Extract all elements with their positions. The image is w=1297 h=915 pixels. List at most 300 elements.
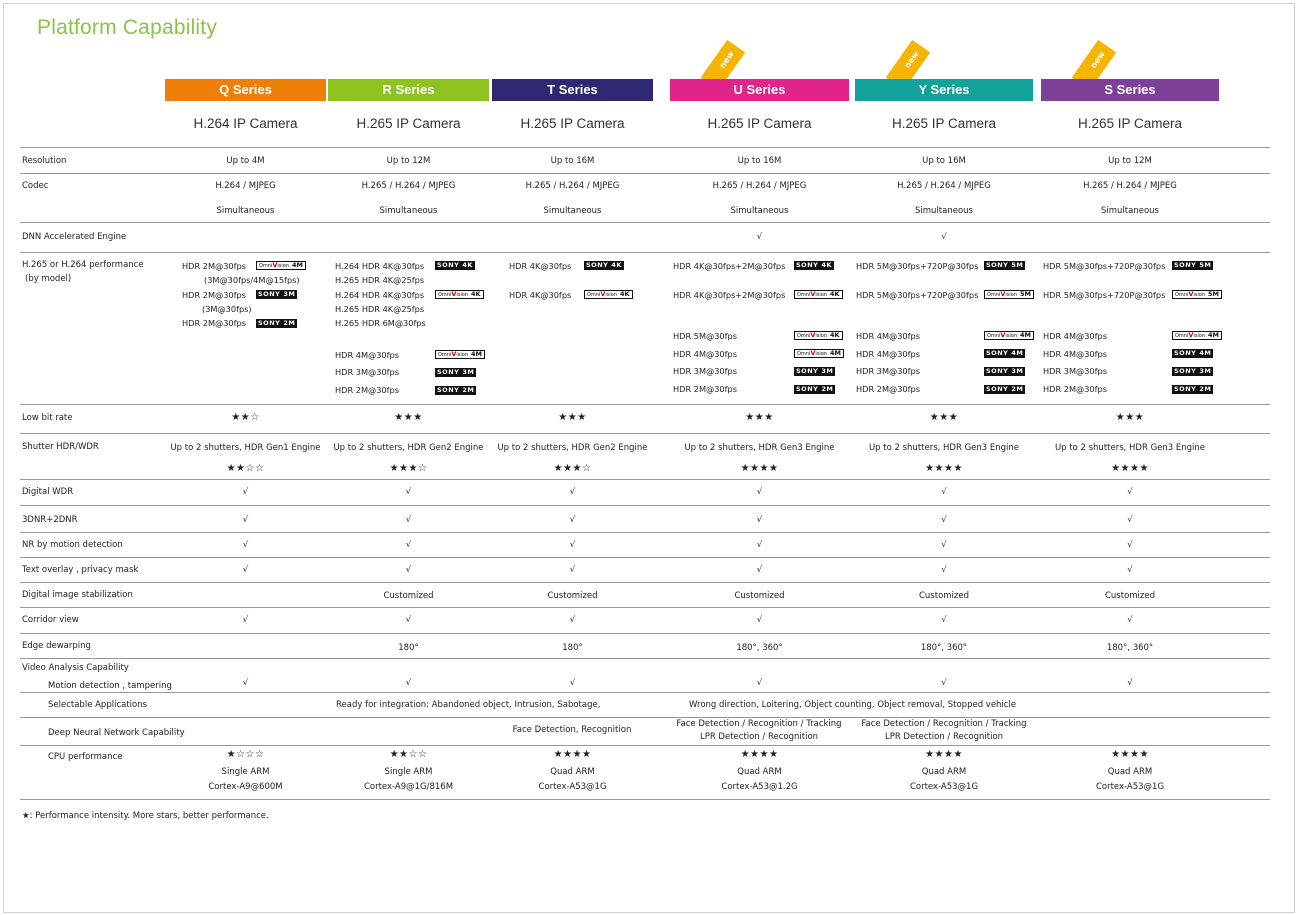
sony-logo: SONY [986, 367, 1009, 375]
sony-badge [256, 319, 297, 328]
resolution-q: Up to 4M [226, 156, 265, 166]
text-overlay-r: √ [405, 565, 412, 575]
corridor-q: √ [242, 615, 249, 625]
perf-r-3: H.264 HDR 4K@30fps [335, 290, 425, 300]
series-header-s: S Series [1041, 79, 1219, 101]
nr-motion-s: √ [1127, 540, 1133, 550]
dnn-y-series-2: LPR Detection / Recognition [884, 732, 1004, 742]
omni-logo-c: ision [277, 263, 290, 269]
dnr-s: √ [1127, 515, 1133, 525]
shutter-stars-q: ★★☆☆ [226, 463, 265, 474]
shutter-stars-u: ★★★★ [740, 463, 779, 474]
badge-size: 4K [462, 261, 473, 269]
label-text-overlay: Text overlay , privacy mask [22, 565, 139, 575]
cpu-arm-y: Quad ARM [921, 767, 967, 777]
perf-r-5: H.265 HDR 6M@30fps [335, 318, 426, 328]
label-dnn: DNN Accelerated Engine [22, 232, 127, 242]
cpu-core-s: Cortex-A53@1G [1095, 782, 1165, 792]
sony-logo: SONY [437, 261, 460, 269]
badge-size: 3M [462, 368, 475, 376]
row-divider [20, 799, 1270, 800]
sony-badge [584, 261, 624, 270]
stabilization-y: Customized [918, 591, 969, 601]
row-divider [20, 404, 1270, 405]
sony-badge [256, 290, 297, 299]
cpu-stars-u: ★★★★ [740, 749, 779, 760]
perf-y-2: HDR 5M@30fps+720P@30fps [856, 290, 979, 300]
dnr-q: √ [242, 515, 249, 525]
camera-type-y: H.265 IP Camera [891, 116, 997, 131]
low-bit-rate-stars-y: ★★★ [929, 412, 959, 423]
dnr-u: √ [756, 515, 763, 525]
footnote: ★: Performance intensity. More stars, better performance. [22, 811, 269, 821]
label-nr-motion: NR by motion detection [22, 540, 123, 550]
label-3dnr: 3DNR+2DNR [22, 515, 78, 525]
badge-size: 4K [821, 261, 832, 269]
codec-u: H.265 / H.264 / MJPEG [712, 181, 807, 191]
sony-badge [1172, 349, 1213, 358]
series-header-r: R Series [328, 79, 489, 101]
perf-u-6: HDR 2M@30fps [673, 384, 737, 394]
omnivision-badge [435, 350, 485, 359]
text-overlay-q: √ [242, 565, 249, 575]
cpu-stars-y: ★★★★ [925, 749, 963, 760]
omnivision-badge [1172, 331, 1222, 340]
perf-s-3: HDR 4M@30fps [1043, 331, 1107, 341]
omni-logo-a: Omni [587, 292, 601, 298]
corridor-u: √ [756, 615, 763, 625]
perf-u-3: HDR 5M@30fps [673, 331, 737, 341]
badge-size: 2M [1199, 385, 1212, 393]
omni-logo-v: V [1000, 290, 1006, 298]
cpu-arm-u: Quad ARM [737, 767, 782, 777]
codec-simultaneous-s: Simultaneous [1101, 206, 1159, 216]
dnr-r: √ [405, 515, 412, 525]
label-codec: Codec [22, 181, 49, 191]
sony-logo: SONY [796, 367, 819, 375]
omnivision-badge [584, 290, 633, 299]
perf-r-1: H.264 HDR 4K@30fps [335, 261, 425, 271]
omni-logo-c: ision [1193, 333, 1206, 339]
codec-s: H.265 / H.264 / MJPEG [1083, 181, 1177, 191]
corridor-y: √ [941, 615, 947, 625]
row-divider [20, 633, 1270, 634]
shutter-y: Up to 2 shutters, HDR Gen3 Engine [868, 443, 1020, 453]
text-overlay-y: √ [941, 565, 947, 575]
omni-logo-a: Omni [438, 292, 452, 298]
digital-wdr-s: √ [1127, 487, 1133, 497]
dewarping-y: 180°, 360° [920, 643, 968, 653]
perf-y-1: HDR 5M@30fps+720P@30fps [856, 261, 979, 271]
motion-t: √ [569, 678, 576, 688]
omni-logo-a: Omni [797, 292, 811, 298]
sony-badge [1172, 261, 1213, 270]
cpu-arm-s: Quad ARM [1107, 767, 1153, 777]
perf-q-2: (3M@30fps/4M@15fps) [204, 275, 300, 285]
text-overlay-u: √ [756, 565, 763, 575]
low-bit-rate-stars-q: ★★☆ [231, 412, 260, 423]
codec-t: H.265 / H.264 / MJPEG [525, 181, 620, 191]
series-header-t: T Series [492, 79, 653, 101]
resolution-y: Up to 16M [922, 156, 966, 166]
row-divider [20, 557, 1270, 558]
series-header-u: U Series [670, 79, 849, 101]
badge-size: 4M [1011, 349, 1024, 357]
badge-size: 4K [471, 290, 481, 298]
text-overlay-t: √ [569, 565, 576, 575]
cpu-core-t: Cortex-A53@1G [538, 782, 607, 792]
sony-badge [435, 368, 476, 377]
digital-wdr-u: √ [756, 487, 763, 497]
omni-logo-a: Omni [438, 352, 452, 358]
resolution-r: Up to 12M [386, 156, 431, 166]
codec-simultaneous-r: Simultaneous [379, 206, 438, 216]
nr-motion-q: √ [242, 540, 249, 550]
omni-logo-v: V [810, 331, 816, 339]
omni-logo-c: ision [1193, 292, 1206, 298]
omni-logo-a: Omni [259, 263, 273, 269]
omni-logo-v: V [1000, 331, 1006, 339]
omni-logo-a: Omni [797, 333, 811, 339]
motion-r: √ [405, 678, 412, 688]
badge-size: 4K [830, 290, 840, 298]
omnivision-badge [435, 290, 484, 299]
cpu-stars-q: ★☆☆☆ [226, 749, 265, 760]
sony-logo: SONY [586, 261, 609, 269]
page-title: Platform Capability [37, 16, 218, 39]
row-divider [20, 433, 1270, 434]
sony-logo: SONY [1174, 261, 1197, 269]
badge-size: 4K [830, 331, 840, 339]
omni-logo-v: V [451, 350, 457, 358]
badge-size: 3M [1011, 367, 1024, 375]
cpu-stars-r: ★★☆☆ [389, 749, 428, 760]
low-bit-rate-stars-r: ★★★ [394, 412, 423, 423]
dewarping-s: 180°, 360° [1106, 643, 1154, 653]
shutter-u: Up to 2 shutters, HDR Gen3 Engine [684, 443, 835, 453]
badge-size: 4M [471, 350, 483, 358]
stabilization-r: Customized [383, 591, 434, 601]
omni-logo-v: V [451, 290, 457, 298]
omnivision-badge [984, 290, 1034, 299]
label-video-analysis: Video Analysis Capability [22, 663, 129, 673]
sony-badge [435, 261, 475, 270]
badge-size: 5M [1020, 290, 1032, 298]
resolution-u: Up to 16M [737, 156, 782, 166]
row-divider [20, 532, 1270, 533]
badge-size: 2M [462, 386, 475, 394]
omnivision-badge [1172, 290, 1222, 299]
label-selectable: Selectable Applications [48, 700, 148, 710]
resolution-s: Up to 12M [1108, 156, 1152, 166]
digital-wdr-y: √ [941, 487, 947, 497]
perf-y-3: HDR 4M@30fps [856, 331, 920, 341]
label-motion: Motion detection , tampering [48, 681, 172, 691]
omni-logo-v: V [272, 261, 278, 269]
perf-s-1: HDR 5M@30fps+720P@30fps [1043, 261, 1166, 271]
dnn-u-series-2: LPR Detection / Recognition [699, 732, 819, 742]
perf-t-1: HDR 4K@30fps [509, 261, 572, 271]
camera-type-u: H.265 IP Camera [707, 116, 812, 131]
shutter-stars-y: ★★★★ [925, 463, 963, 474]
omnivision-badge [794, 331, 843, 340]
dnr-t: √ [569, 515, 576, 525]
sony-logo: SONY [986, 261, 1009, 269]
dnn-u: √ [756, 232, 763, 242]
perf-s-5: HDR 3M@30fps [1043, 366, 1107, 376]
label-resolution: Resolution [22, 156, 67, 166]
omni-logo-c: ision [1005, 333, 1018, 339]
cpu-stars-s: ★★★★ [1111, 749, 1149, 760]
sony-badge [984, 349, 1025, 358]
codec-simultaneous-q: Simultaneous [216, 206, 275, 216]
dnn-y: √ [941, 232, 947, 242]
shutter-stars-s: ★★★★ [1111, 463, 1149, 474]
label-cpu: CPU performance [48, 752, 123, 762]
badge-size: 3M [1199, 367, 1212, 375]
motion-s: √ [1127, 678, 1133, 688]
cpu-arm-q: Single ARM [221, 767, 270, 777]
new-ribbon-label: new [902, 49, 921, 70]
omni-logo-v: V [600, 290, 606, 298]
omni-logo-a: Omni [987, 333, 1001, 339]
badge-size: 4K [620, 290, 630, 298]
codec-q: H.264 / MJPEG [215, 181, 276, 191]
omni-logo-a: Omni [1175, 292, 1189, 298]
series-header-y: Y Series [855, 79, 1033, 101]
sony-logo: SONY [986, 349, 1009, 357]
shutter-stars-t: ★★★☆ [553, 463, 592, 474]
label-stabilization: Digital image stabilization [22, 590, 133, 600]
resolution-t: Up to 16M [550, 156, 595, 166]
sony-badge [1172, 385, 1213, 394]
omni-logo-a: Omni [987, 292, 1001, 298]
camera-type-s: H.265 IP Camera [1077, 116, 1183, 131]
badge-size: 4M [830, 349, 842, 357]
omni-logo-a: Omni [797, 351, 811, 357]
badge-size: 2M [1011, 385, 1024, 393]
row-divider [20, 479, 1270, 480]
label-digital-wdr: Digital WDR [22, 487, 74, 497]
badge-size: 2M [821, 385, 834, 393]
omnivision-badge [794, 349, 844, 358]
perf-y-4: HDR 4M@30fps [856, 349, 920, 359]
omni-logo-c: ision [456, 292, 469, 298]
dewarping-t: 180° [562, 643, 583, 653]
codec-simultaneous-t: Simultaneous [543, 206, 602, 216]
nr-motion-r: √ [405, 540, 412, 550]
codec-simultaneous-y: Simultaneous [915, 206, 973, 216]
perf-r-8: HDR 2M@30fps [335, 385, 399, 395]
label-dewarping: Edge dewarping [22, 641, 91, 651]
dnr-y: √ [941, 515, 947, 525]
low-bit-rate-stars-u: ★★★ [745, 412, 774, 423]
perf-r-2: H.265 HDR 4K@25fps [335, 275, 425, 285]
row-divider [20, 717, 1270, 718]
label-corridor: Corridor view [22, 615, 79, 625]
sony-logo: SONY [258, 319, 281, 327]
row-divider [20, 222, 1270, 223]
digital-wdr-t: √ [569, 487, 576, 497]
motion-y: √ [941, 678, 947, 688]
omni-logo-v: V [1188, 290, 1194, 298]
sony-badge [794, 385, 835, 394]
selectable-apps-text1: Ready for integration: Abandoned object, Intrusion, Sabotage, [336, 700, 601, 710]
badge-size: 3M [283, 290, 296, 298]
cpu-core-u: Cortex-A53@1.2G [721, 782, 798, 792]
omni-logo-c: ision [605, 292, 618, 298]
codec-r: H.265 / H.264 / MJPEG [361, 181, 456, 191]
omni-logo-a: Omni [1175, 333, 1189, 339]
shutter-r: Up to 2 shutters, HDR Gen2 Engine [333, 443, 484, 453]
cpu-core-y: Cortex-A53@1G [909, 782, 979, 792]
selectable-apps-text2: Wrong direction, Loitering, Object counting, Object removal, Stopped vehicle [689, 700, 1017, 710]
sony-logo: SONY [437, 368, 460, 376]
perf-s-6: HDR 2M@30fps [1043, 384, 1107, 394]
omni-logo-c: ision [1005, 292, 1018, 298]
perf-r-6: HDR 4M@30fps [335, 350, 399, 360]
perf-u-1: HDR 4K@30fps+2M@30fps [673, 261, 786, 271]
omni-logo-c: ision [456, 352, 469, 358]
dewarping-u: 180°, 360° [736, 643, 783, 653]
perf-y-6: HDR 2M@30fps [856, 384, 920, 394]
badge-size: 5M [1011, 261, 1024, 269]
sony-badge [984, 385, 1025, 394]
cpu-stars-t: ★★★★ [553, 749, 592, 760]
sony-badge [984, 261, 1025, 270]
row-divider [20, 173, 1270, 174]
motion-u: √ [756, 678, 763, 688]
badge-size: 4M [1199, 349, 1212, 357]
label-performance-by-model: (by model) [25, 274, 72, 284]
sony-logo: SONY [258, 290, 281, 298]
badge-size: 4K [611, 261, 622, 269]
omni-logo-v: V [1188, 331, 1194, 339]
sony-logo: SONY [986, 385, 1009, 393]
corridor-r: √ [405, 615, 412, 625]
row-divider [20, 252, 1270, 253]
dnn-y-series-1: Face Detection / Recognition / Tracking [861, 719, 1027, 729]
perf-q-5: HDR 2M@30fps [182, 318, 246, 328]
row-divider [20, 147, 1270, 148]
sony-badge [1172, 367, 1213, 376]
stabilization-t: Customized [547, 591, 598, 601]
label-shutter: Shutter HDR/WDR [22, 442, 99, 452]
badge-size: 5M [1199, 261, 1212, 269]
cpu-core-r: Cortex-A9@1G/816M [363, 782, 454, 792]
corridor-t: √ [569, 615, 576, 625]
dewarping-r: 180° [398, 643, 419, 653]
camera-type-q: H.264 IP Camera [193, 116, 298, 131]
badge-size: 3M [821, 367, 834, 375]
row-divider [20, 607, 1270, 608]
omni-logo-c: ision [815, 292, 828, 298]
perf-u-5: HDR 3M@30fps [673, 366, 737, 376]
sony-badge [794, 261, 834, 270]
cpu-arm-r: Single ARM [384, 767, 433, 777]
sony-logo: SONY [1174, 349, 1197, 357]
dnn-u-series-1: Face Detection / Recognition / Tracking [676, 719, 842, 729]
omnivision-badge [256, 261, 306, 270]
omnivision-badge [794, 290, 843, 299]
sony-logo: SONY [1174, 385, 1197, 393]
camera-type-r: H.265 IP Camera [356, 116, 461, 131]
perf-y-5: HDR 3M@30fps [856, 366, 920, 376]
omni-logo-v: V [810, 290, 816, 298]
corridor-s: √ [1127, 615, 1133, 625]
row-divider [20, 582, 1270, 583]
sony-logo: SONY [796, 385, 819, 393]
camera-type-t: H.265 IP Camera [520, 116, 625, 131]
omni-logo-c: ision [815, 351, 828, 357]
perf-s-2: HDR 5M@30fps+720P@30fps [1043, 290, 1166, 300]
perf-r-4: H.265 HDR 4K@25fps [335, 304, 425, 314]
perf-t-2: HDR 4K@30fps [509, 290, 572, 300]
badge-size: 4M [1020, 331, 1032, 339]
perf-s-4: HDR 4M@30fps [1043, 349, 1107, 359]
sony-logo: SONY [1174, 367, 1197, 375]
badge-size: 2M [283, 319, 296, 327]
perf-q-4: (3M@30fps) [202, 304, 252, 314]
sony-badge [984, 367, 1025, 376]
cpu-core-q: Cortex-A9@600M [208, 782, 283, 792]
badge-size: 5M [1208, 290, 1220, 298]
row-divider [20, 505, 1270, 506]
dnn-t-series: Face Detection, Recognition [512, 725, 632, 735]
sony-badge [435, 386, 476, 395]
row-divider [20, 658, 1270, 659]
omni-logo-v: V [810, 349, 816, 357]
shutter-q: Up to 2 shutters, HDR Gen1 Engine [170, 443, 321, 453]
sony-badge [794, 367, 835, 376]
codec-y: H.265 / H.264 / MJPEG [897, 181, 991, 191]
perf-q-3: HDR 2M@30fps [182, 290, 246, 300]
perf-q-1: HDR 2M@30fps [182, 261, 246, 271]
row-divider [20, 692, 1270, 693]
badge-size: 4M [292, 261, 304, 269]
badge-size: 4M [1208, 331, 1220, 339]
series-header-q: Q Series [165, 79, 326, 101]
sony-logo: SONY [437, 386, 460, 394]
row-divider [20, 745, 1270, 746]
stabilization-u: Customized [734, 591, 785, 601]
omnivision-badge [984, 331, 1034, 340]
label-performance: H.265 or H.264 performance [22, 260, 144, 270]
nr-motion-t: √ [569, 540, 576, 550]
perf-u-4: HDR 4M@30fps [673, 349, 737, 359]
shutter-t: Up to 2 shutters, HDR Gen2 Engine [497, 443, 648, 453]
stabilization-s: Customized [1104, 591, 1155, 601]
motion-q: √ [242, 678, 249, 688]
cpu-arm-t: Quad ARM [550, 767, 595, 777]
perf-r-7: HDR 3M@30fps [335, 367, 399, 377]
low-bit-rate-stars-s: ★★★ [1115, 412, 1145, 423]
shutter-s: Up to 2 shutters, HDR Gen3 Engine [1054, 443, 1206, 453]
nr-motion-u: √ [756, 540, 763, 550]
omni-logo-c: ision [815, 333, 828, 339]
shutter-stars-r: ★★★☆ [389, 463, 428, 474]
nr-motion-y: √ [941, 540, 947, 550]
digital-wdr-q: √ [242, 487, 249, 497]
new-ribbon-label: new [717, 49, 736, 70]
new-ribbon-label: new [1088, 49, 1107, 70]
digital-wdr-r: √ [405, 487, 412, 497]
perf-u-2: HDR 4K@30fps+2M@30fps [673, 290, 786, 300]
low-bit-rate-stars-t: ★★★ [558, 412, 587, 423]
label-deep-neural: Deep Neural Network Capability [48, 728, 185, 738]
text-overlay-s: √ [1127, 565, 1133, 575]
sony-logo: SONY [796, 261, 819, 269]
